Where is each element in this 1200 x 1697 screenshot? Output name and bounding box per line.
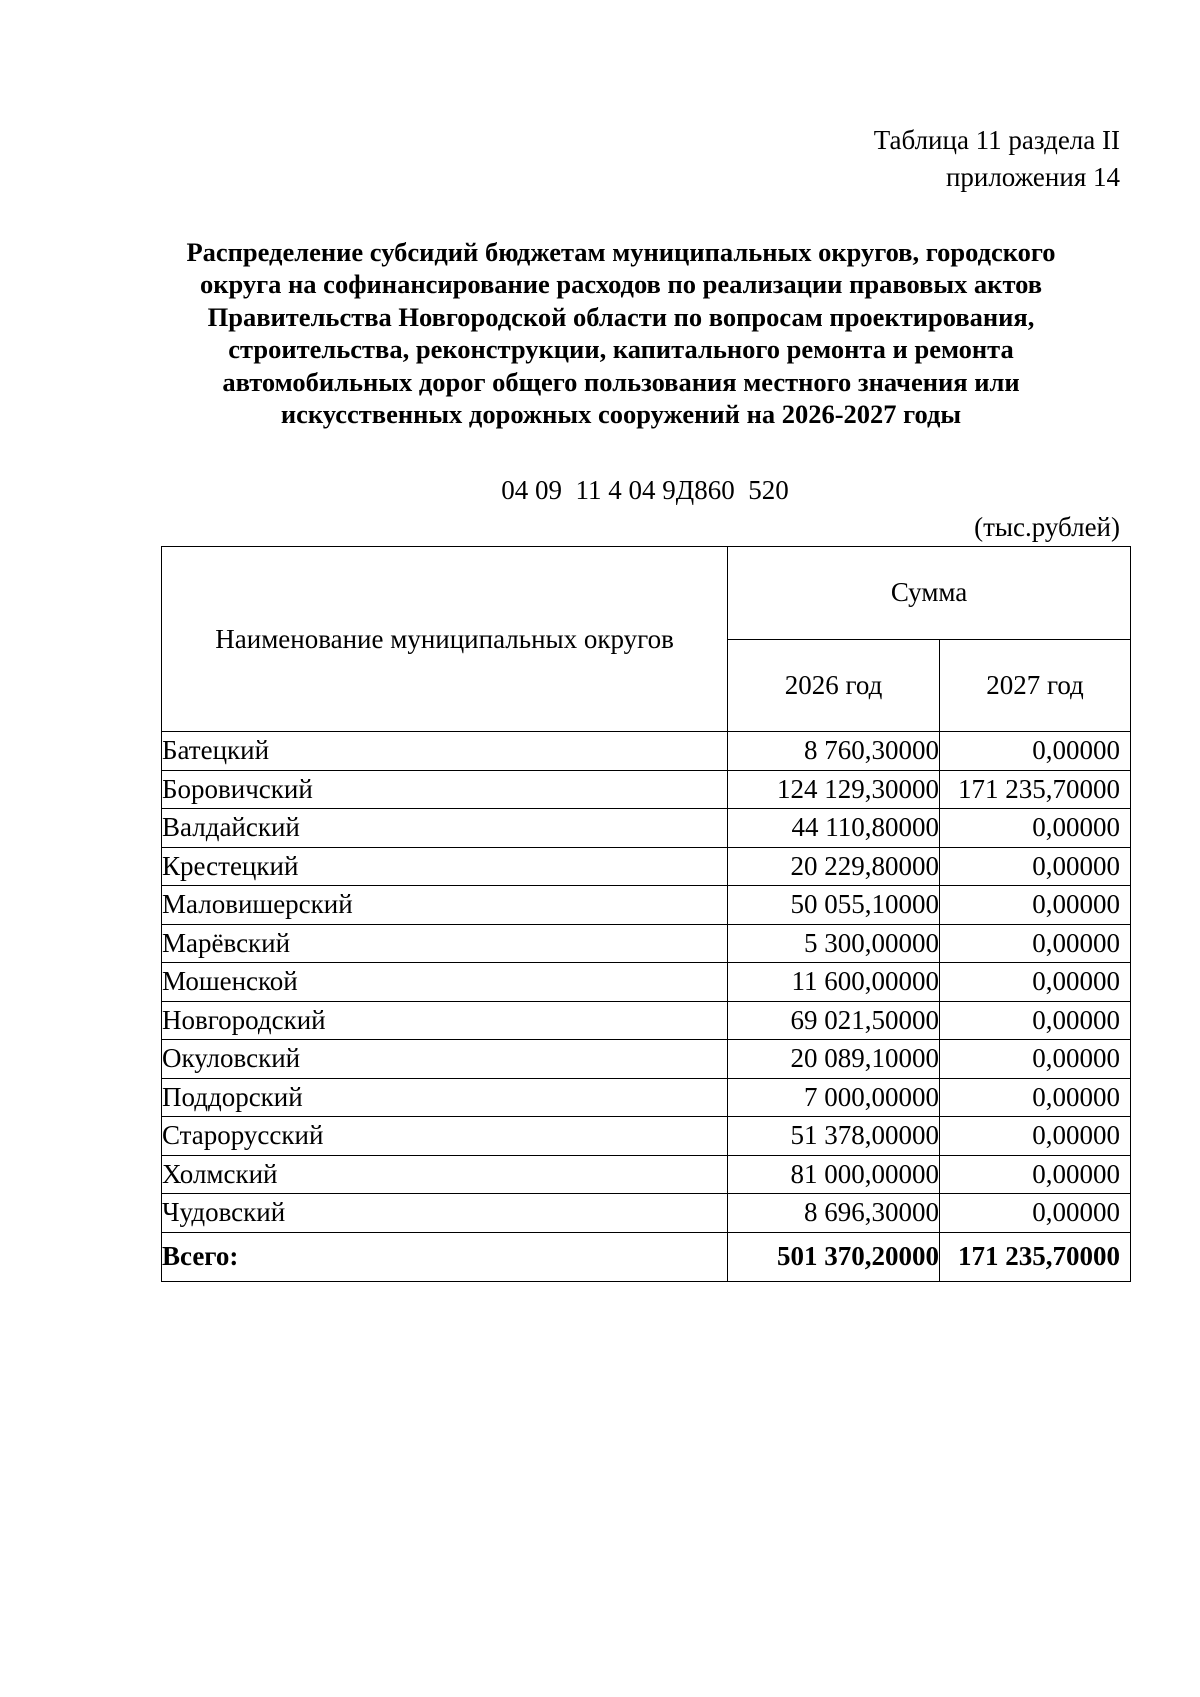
municipality-name: Марёвский	[162, 924, 728, 963]
amount-2026: 69 021,50000	[728, 1001, 940, 1040]
amount-2026: 8 760,30000	[728, 732, 940, 771]
amount-2027: 0,00000	[940, 963, 1131, 1002]
table-row	[162, 1001, 1131, 1040]
table-row	[162, 770, 1131, 809]
table-row	[162, 1155, 1131, 1194]
amount-2027: 0,00000	[940, 1117, 1131, 1156]
municipality-name: Маловишерский	[162, 886, 728, 925]
unit-label: (тыс.рублей)	[974, 512, 1120, 542]
amount-2026: 5 300,00000	[728, 924, 940, 963]
amount-2026: 8 696,30000	[728, 1194, 940, 1233]
municipality-name: Крестецкий	[162, 847, 728, 886]
amount-2027: 0,00000	[940, 1155, 1131, 1194]
amount-2027: 0,00000	[940, 1040, 1131, 1079]
amount-2027: 0,00000	[940, 1078, 1131, 1117]
amount-2027: 0,00000	[940, 924, 1131, 963]
table-row	[162, 1194, 1131, 1233]
amount-2026: 51 378,00000	[728, 1117, 940, 1156]
table-reference	[874, 122, 1120, 196]
amount-2026: 81 000,00000	[728, 1155, 940, 1194]
municipality-name: Окуловский	[162, 1040, 728, 1079]
total-row	[162, 1232, 1131, 1281]
amount-2027: 171 235,70000	[940, 770, 1131, 809]
table-row	[162, 1040, 1131, 1079]
header-municipality-name: Наименование муниципальных округов	[162, 547, 728, 732]
table-row	[162, 732, 1131, 771]
amount-2027: 0,00000	[940, 809, 1131, 848]
header-year-2027: 2027 год	[940, 639, 1131, 732]
municipality-name: Боровичский	[162, 770, 728, 809]
municipality-name: Холмский	[162, 1155, 728, 1194]
municipality-name: Новгородский	[162, 1001, 728, 1040]
amount-2027: 0,00000	[940, 1001, 1131, 1040]
document-title: Распределение субсидий бюджетам муниципальных округов, городского округа на софинансирование расходов по реализации правовых актов Правительства Новгородской области по вопросам проектирования, строительства, реконструкции, капитального ремонта и ремонта автомобильных дорог общего пользования местного значения или искусственных дорожных сооружений на 2026-2027 годы	[186, 237, 1056, 430]
table-row	[162, 924, 1131, 963]
amount-2027: 0,00000	[940, 847, 1131, 886]
amount-2026: 11 600,00000	[728, 963, 940, 1002]
total-2026: 501 370,20000	[728, 1232, 940, 1281]
header-year-2026: 2026 год	[728, 639, 940, 732]
table-row	[162, 886, 1131, 925]
table-row	[162, 963, 1131, 1002]
table-row	[162, 809, 1131, 848]
municipality-name: Батецкий	[162, 732, 728, 771]
header-sum: Сумма	[728, 547, 1131, 640]
amount-2026: 7 000,00000	[728, 1078, 940, 1117]
table-row	[162, 1117, 1131, 1156]
budget-classification-code: 04 09 11 4 04 9Д860 520	[501, 475, 789, 505]
reference-line-appendix: приложения 14	[945, 162, 1120, 192]
subsidy-table	[161, 546, 1131, 1282]
amount-2026: 124 129,30000	[728, 770, 940, 809]
amount-2026: 20 089,10000	[728, 1040, 940, 1079]
amount-2027: 0,00000	[940, 886, 1131, 925]
table-row	[162, 1078, 1131, 1117]
municipality-name: Валдайский	[162, 809, 728, 848]
municipality-name: Поддорский	[162, 1078, 728, 1117]
amount-2026: 20 229,80000	[728, 847, 940, 886]
amount-2027: 0,00000	[940, 1194, 1131, 1233]
reference-line-table: Таблица 11 раздела II	[873, 125, 1120, 155]
amount-2026: 44 110,80000	[728, 809, 940, 848]
municipality-name: Старорусский	[162, 1117, 728, 1156]
municipality-name: Чудовский	[162, 1194, 728, 1233]
total-label: Всего:	[162, 1232, 728, 1281]
table-row	[162, 847, 1131, 886]
amount-2026: 50 055,10000	[728, 886, 940, 925]
amount-2027: 0,00000	[940, 732, 1131, 771]
total-2027: 171 235,70000	[940, 1232, 1131, 1281]
municipality-name: Мошенской	[162, 963, 728, 1002]
